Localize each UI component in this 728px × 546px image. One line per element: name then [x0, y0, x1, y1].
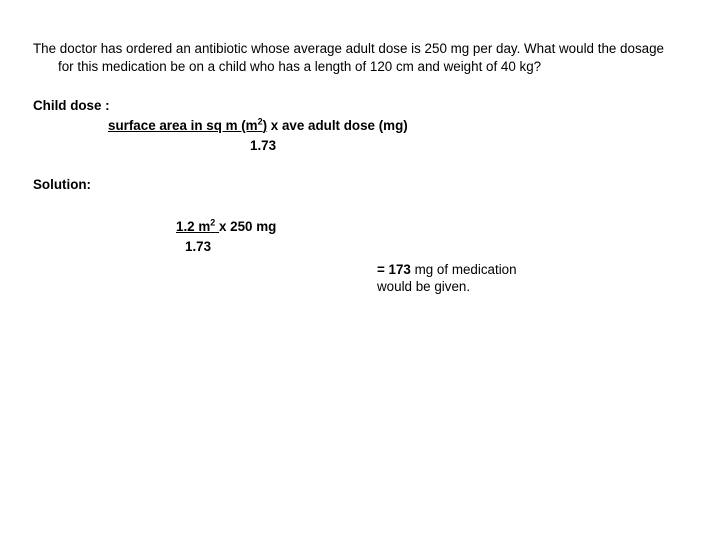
solution-result-line-1 — [377, 261, 517, 278]
formula-numerator-close-paren: ) — [262, 118, 268, 133]
formula-numerator — [108, 117, 408, 134]
solution-numerator — [176, 218, 276, 235]
solution-denominator: 1.73 — [185, 239, 212, 254]
solution-result-line-2: would be given. — [377, 279, 471, 294]
solution-numerator-superscript: 2 — [210, 217, 216, 228]
question-line-2: for this medication be on a child who has a length of 120 cm and weight of 40 kg? — [58, 59, 542, 74]
solution-numerator-underlined — [176, 219, 219, 234]
formula-denominator: 1.73 — [250, 138, 277, 153]
solution-heading: Solution: — [33, 177, 92, 192]
child-dose-heading: Child dose : — [33, 98, 110, 113]
solution-result-unit: mg of medication — [410, 262, 517, 277]
formula-numerator-text: surface area in sq m (m — [108, 118, 258, 133]
formula-numerator-underlined — [108, 118, 267, 133]
solution-numerator-rest: x 250 mg — [219, 219, 277, 234]
solution-result-value: = 173 — [377, 262, 411, 277]
formula-numerator-superscript: 2 — [257, 116, 263, 127]
question-line-1: The doctor has ordered an antibiotic whose average adult dose is 250 mg per day. What would the dosage — [33, 41, 664, 56]
formula-numerator-rest: x ave adult dose (mg) — [267, 118, 408, 133]
solution-numerator-value: 1.2 m — [176, 219, 211, 234]
